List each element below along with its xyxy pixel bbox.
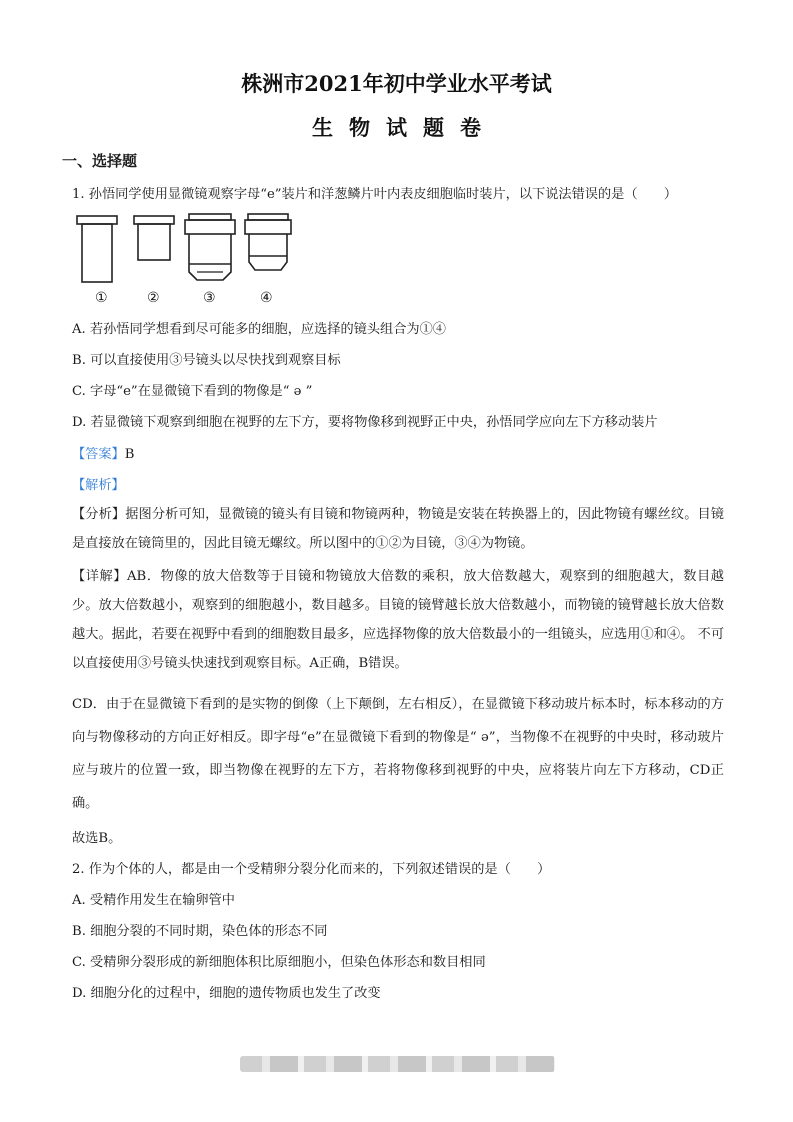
answer-tag: 【答案】: [72, 447, 125, 462]
q1-cd-explanation: CD．由于在显微镜下看到的是实物的倒像（上下颠倒，左右相反），在显微镜下移动玻片标本时，标本移动的方向与物像移动的方向正好相反。即字母“e”在显微镜下看到的物像是“ ə”，当物像不在视野的中央时，移动玻片应与玻片的位置一致，即当物像在视野的左下方，若将物像移到视野的中央，应将装片向左下方移动，CD正确。: [72, 697, 724, 811]
q2-stem: 2. 作为个体的人，都是由一个受精卵分裂分化而来的，下列叙述错误的是（ ）: [72, 862, 551, 877]
lens-label-1: ①: [95, 290, 108, 306]
objective-short-lens-icon: [243, 212, 295, 276]
exam-subtitle: 生物试题卷: [312, 115, 497, 140]
fenxi-text: 据图分析可知，显微镜的镜头有目镜和物镜两种，物镜是安装在转换器上的，因此物镜有螺丝纹。目镜是直接放在镜筒里的，因此目镜无螺纹。所以图中的①②为目镜，③④为物镜。: [72, 507, 724, 551]
eyepiece-long-lens-icon: [74, 212, 124, 286]
lens-label-2: ②: [147, 290, 160, 306]
section-title: 一、选择题: [62, 152, 138, 170]
q1-option-b: B. 可以直接使用③号镜头以尽快找到观察目标: [72, 353, 341, 368]
q1-fenxi: [72, 500, 724, 558]
q1-option-a: A. 若孙悟同学想看到尽可能多的细胞，应选择的镜头组合为①④: [72, 322, 446, 337]
q1-option-d: D. 若显微镜下观察到细胞在视野的左下方，要将物像移到视野正中央，孙悟同学应向左下方移动装片: [72, 415, 658, 430]
blurred-footer-watermark: [240, 1056, 555, 1072]
answer-value: B: [124, 447, 135, 462]
xiangjie-text: AB．物像的放大倍数等于目镜和物镜放大倍数的乘积，放大倍数越大，观察到的细胞越大，数目越少。放大倍数越小，观察到的细胞越小，数目越多。目镜的镜臂越长放大倍数越小，而物镜的镜臂越长放大倍数越大。据此，若要在视野中看到的细胞数目最多，应选择物像的放大倍数最小的一组镜头，应选用①和④。 不可以直接使用③号镜头快速找到观察目标。A正确，B错误。: [72, 569, 724, 671]
exam-title: 株洲市2021年初中学业水平考试: [241, 71, 552, 96]
lens-label-4: ④: [260, 290, 273, 306]
objective-long-lens-icon: [183, 212, 239, 284]
lens-label-3: ③: [203, 290, 216, 306]
q1-conclusion: 故选B。: [72, 831, 122, 846]
eyepiece-short-lens-icon: [132, 212, 178, 268]
q2-option-d: D. 细胞分化的过程中，细胞的遗传物质也发生了改变: [72, 986, 381, 1001]
q1-stem: 1. 孙悟同学使用显微镜观察字母“e”装片和洋葱鳞片叶内表皮细胞临时装片，以下说法错误的是（ ）: [72, 187, 678, 202]
fenxi-tag: 【分析】: [72, 507, 126, 522]
q1-xiangjie: [72, 562, 724, 678]
q1-answer: [72, 443, 134, 462]
q2-option-c: C. 受精卵分裂形成的新细胞体积比原细胞小，但染色体形态和数目相同: [72, 955, 486, 970]
q2-option-a: A. 受精作用发生在输卵管中: [72, 893, 235, 908]
analysis-tag: 【解析】: [72, 478, 125, 493]
q1-option-c: C. 字母“e”在显微镜下看到的物像是“ ə ”: [72, 384, 313, 399]
q2-option-b: B. 细胞分裂的不同时期，染色体的形态不同: [72, 924, 328, 939]
xiangjie-tag: 【详解】: [72, 569, 128, 584]
